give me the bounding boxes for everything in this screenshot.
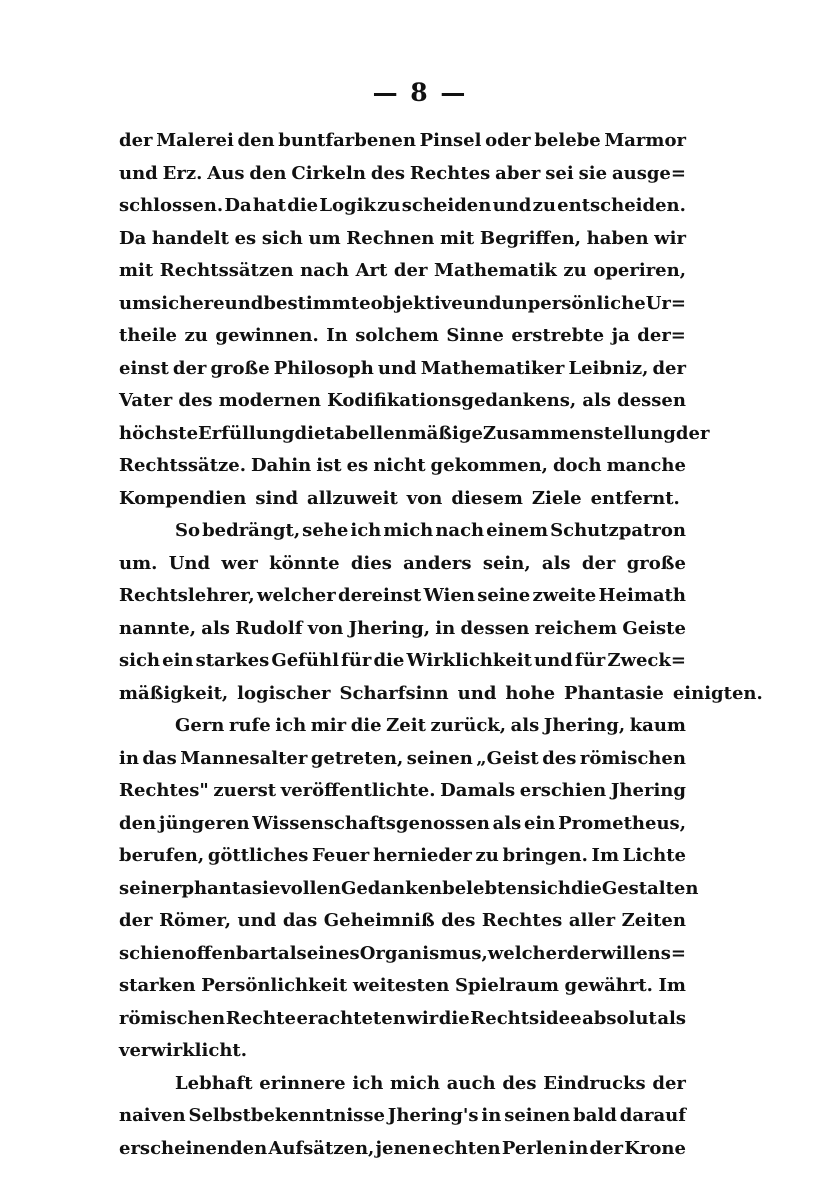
word: könnte <box>269 552 340 574</box>
word: als <box>201 617 230 639</box>
word: sei <box>545 162 574 184</box>
word: seinen <box>406 747 473 769</box>
text-line <box>119 808 686 841</box>
word: Im <box>658 975 686 996</box>
word: von <box>307 617 344 639</box>
word: die <box>373 650 405 671</box>
word: und <box>457 682 497 704</box>
word: sehe <box>302 520 349 541</box>
word: Lichte <box>622 845 686 866</box>
word: der <box>119 910 153 931</box>
word: Zeiten <box>621 910 686 931</box>
word: sind <box>255 487 299 509</box>
word: Gestalten <box>601 877 699 899</box>
word: Rechtes" <box>119 780 209 801</box>
word: Lebhaft <box>175 1072 253 1094</box>
word: mit <box>440 227 475 249</box>
word: bringen. <box>502 845 588 866</box>
word: mich <box>390 1072 440 1094</box>
text-line <box>119 125 686 158</box>
word: Da <box>224 195 252 216</box>
word: doch <box>552 455 602 476</box>
text-line <box>119 320 686 353</box>
word: berufen, <box>119 845 205 866</box>
text-line <box>119 678 763 711</box>
word: zu <box>184 325 208 346</box>
word: auch <box>446 1072 496 1094</box>
word: Jhering <box>610 780 686 801</box>
word: Marmor <box>604 130 686 151</box>
word: diesem <box>451 487 523 509</box>
word: starken <box>119 975 196 996</box>
word: den <box>237 130 275 151</box>
word: der <box>652 357 686 379</box>
word: Malerei <box>156 130 234 151</box>
word: erschien <box>519 780 607 801</box>
word: erscheinenden <box>119 1137 268 1159</box>
word: kaum <box>629 715 686 736</box>
text-line <box>119 223 686 256</box>
word: Jhering, <box>348 617 430 639</box>
word: gewinnen. <box>215 325 319 346</box>
word: oder <box>485 130 531 151</box>
word: die <box>294 422 326 444</box>
word: wir <box>654 227 686 249</box>
word: es <box>234 227 257 249</box>
word: das <box>142 747 177 769</box>
word: logischer <box>237 682 331 704</box>
word: zurück, <box>430 715 507 736</box>
word: Ziele <box>531 487 582 509</box>
word: phantasievollen <box>181 877 341 899</box>
word: hat <box>252 195 286 216</box>
text-line <box>119 580 686 613</box>
word: objektive <box>370 292 463 314</box>
word: Und <box>168 552 211 574</box>
word: und <box>492 195 532 216</box>
word: Zusammenstellung <box>482 422 676 444</box>
word: für <box>341 650 372 671</box>
word: Kompendien <box>119 487 247 509</box>
word: erachteten <box>296 1007 406 1029</box>
word: mich <box>383 520 434 541</box>
word: Rechnen <box>346 227 435 249</box>
word: handelt <box>151 227 229 249</box>
word: Begriffen, <box>479 227 582 249</box>
word: theile <box>119 325 177 346</box>
word: Wissenschaftsgenossen <box>252 812 490 834</box>
word: jüngeren <box>158 812 250 834</box>
word: erstrebte <box>511 325 605 346</box>
word: nannte, <box>119 617 196 639</box>
word: in <box>481 1105 502 1126</box>
word: um. <box>119 552 158 574</box>
word: einst <box>119 357 169 379</box>
word: schien <box>119 942 185 964</box>
word: römischen <box>579 747 686 769</box>
text-line <box>119 645 686 678</box>
text-line <box>119 775 686 808</box>
word: um <box>119 292 152 314</box>
word: Prometheus, <box>558 812 686 834</box>
word: anders <box>403 552 472 574</box>
word: dereinst <box>338 585 422 606</box>
word: als <box>492 812 522 834</box>
word: dessen <box>460 617 530 639</box>
word: dies <box>350 552 392 574</box>
word: Wien <box>423 585 475 606</box>
word: sein, <box>482 552 531 574</box>
word: Rechtsidee <box>470 1007 582 1029</box>
word: Phantasie <box>564 682 664 704</box>
word: ist <box>316 455 342 476</box>
word: „Geist <box>476 747 539 769</box>
word: ich <box>350 520 382 541</box>
word: das <box>282 910 318 931</box>
word: verwirklicht. <box>119 1040 247 1061</box>
word: höchste <box>119 422 199 444</box>
word: Eindrucks <box>543 1072 646 1094</box>
word: ich <box>352 1072 384 1094</box>
word: Rechtes <box>409 162 491 184</box>
word: als <box>510 715 540 736</box>
word: mir <box>310 715 347 736</box>
word: den <box>119 812 157 834</box>
word: hohe <box>505 682 556 704</box>
word: Spielraum <box>454 975 559 996</box>
word: nach <box>435 520 485 541</box>
word: bedrängt, <box>202 520 301 541</box>
text-line <box>119 288 686 321</box>
word: Logik <box>319 195 376 216</box>
word: der <box>589 1137 624 1159</box>
word: entscheiden. <box>557 195 686 216</box>
word: gekommen, <box>430 455 548 476</box>
text-line <box>119 613 686 646</box>
word: zweite <box>532 585 597 606</box>
word: aber <box>495 162 541 184</box>
word: für <box>574 650 606 671</box>
word: Rechtes <box>481 910 563 931</box>
text-line <box>119 840 686 873</box>
word: der= <box>637 325 686 346</box>
text-line <box>119 1133 686 1166</box>
word: Rechtslehrer, <box>119 585 255 606</box>
word: Pinsel <box>419 130 482 151</box>
word: römischen <box>119 1007 226 1029</box>
word: um <box>308 227 341 249</box>
word: Feuer <box>312 845 370 866</box>
word: Vater <box>119 390 173 411</box>
word: starkes <box>195 650 270 671</box>
word: rufe <box>228 715 271 736</box>
word: Römer, <box>159 910 231 931</box>
word: als <box>541 552 571 574</box>
word: Cirkeln <box>291 162 366 184</box>
word: modernen <box>218 390 321 411</box>
word: die <box>287 195 319 216</box>
word: haben <box>586 227 649 249</box>
word: Kodifikationsgedankens, <box>327 390 577 411</box>
text-line <box>119 190 686 223</box>
word: entfernt. <box>590 487 680 509</box>
word: tabellenmäßige <box>325 422 483 444</box>
word: einigten. <box>672 682 763 704</box>
word: Geiste <box>622 617 686 639</box>
word: Rechtssätze. <box>119 455 246 476</box>
text-line <box>119 938 686 971</box>
word: Ur= <box>645 292 686 314</box>
word: seiner <box>119 877 182 899</box>
word: Rechtssätzen <box>159 260 294 281</box>
word: ausge= <box>611 162 686 184</box>
word: große <box>210 357 270 379</box>
word: Heimath <box>598 585 686 606</box>
word: und <box>534 650 573 671</box>
text-line <box>119 905 686 938</box>
word: unpersönliche <box>501 292 646 314</box>
word: Gefühl <box>271 650 339 671</box>
word: zu <box>475 845 499 866</box>
word: wir <box>406 1007 439 1029</box>
word: absolut <box>582 1007 657 1029</box>
word: als <box>657 1007 686 1029</box>
word: echten <box>432 1137 501 1159</box>
text-line <box>119 483 686 516</box>
word: Im <box>591 845 620 866</box>
word: des <box>178 390 213 411</box>
word: und <box>119 162 158 184</box>
word: sich <box>119 650 161 671</box>
text-line <box>119 873 699 906</box>
text-line <box>119 385 686 418</box>
word: als <box>582 390 611 411</box>
word: Mathematiker <box>420 357 565 379</box>
word: des <box>370 162 405 184</box>
word: Jhering's <box>387 1105 479 1126</box>
text-line <box>119 1035 686 1068</box>
word: belebten <box>442 877 530 899</box>
word: des <box>441 910 476 931</box>
word: Perlen <box>501 1137 568 1159</box>
word: von <box>406 487 443 509</box>
word: nach <box>300 260 349 281</box>
text-line <box>119 743 686 776</box>
word: Zweck= <box>607 650 686 671</box>
word: es <box>346 455 369 476</box>
word: zu <box>563 260 587 281</box>
word: Art <box>355 260 388 281</box>
word: scheiden <box>401 195 492 216</box>
word: die <box>350 715 382 736</box>
word: So <box>175 520 201 541</box>
word: und <box>462 292 502 314</box>
word: sich <box>529 877 571 899</box>
text-line <box>119 970 686 1003</box>
word: Selbstbekenntnisse <box>188 1105 385 1126</box>
word: Aufsätzen, <box>268 1137 375 1159</box>
word: Jhering, <box>543 715 626 736</box>
word: schlossen. <box>119 195 224 216</box>
word: bestimmte <box>263 292 371 314</box>
word: welcher <box>256 585 336 606</box>
word: In <box>326 325 348 346</box>
word: jenen <box>375 1137 432 1159</box>
word: der <box>675 422 710 444</box>
word: Gedanken <box>340 877 443 899</box>
word: ja <box>611 325 630 346</box>
word: Scharfsinn <box>339 682 449 704</box>
word: zu <box>377 195 401 216</box>
text-line <box>119 158 686 191</box>
text-line <box>119 515 686 548</box>
text-line <box>119 548 686 581</box>
word: des <box>502 1072 537 1094</box>
word: veröffentlichte. <box>280 780 436 801</box>
text-line <box>119 418 710 451</box>
word: sich <box>261 227 303 249</box>
text-line <box>119 710 686 743</box>
word: ich <box>275 715 307 736</box>
word: eines <box>306 942 360 964</box>
word: Erfüllung <box>198 422 295 444</box>
word: als <box>278 942 307 964</box>
word: Organismus, <box>359 942 488 964</box>
text-line <box>119 1068 686 1101</box>
word: und <box>237 910 277 931</box>
word: willens= <box>600 942 686 964</box>
word: Rechte <box>225 1007 296 1029</box>
word: darauf <box>619 1105 686 1126</box>
word: ein <box>523 812 556 834</box>
word: manche <box>606 455 686 476</box>
word: den <box>249 162 287 184</box>
word: gewährt. <box>564 975 653 996</box>
word: sichere <box>151 292 225 314</box>
word: Persönlichkeit <box>201 975 348 996</box>
word: wer <box>221 552 258 574</box>
word: der <box>566 942 601 964</box>
word: der <box>172 357 207 379</box>
text-line <box>119 255 686 288</box>
word: getreten, <box>310 747 404 769</box>
word: Wirklichkeit <box>406 650 532 671</box>
word: der <box>393 260 428 281</box>
word: ein <box>162 650 194 671</box>
body-text <box>119 125 763 1165</box>
word: Schutzpatron <box>550 520 686 541</box>
word: Da <box>119 227 147 249</box>
word: in <box>119 747 139 769</box>
word: sie <box>578 162 608 184</box>
text-line <box>119 1100 686 1133</box>
word: dessen <box>617 390 686 411</box>
word: hernieder <box>372 845 472 866</box>
word: der <box>652 1072 686 1094</box>
word: des <box>542 747 577 769</box>
word: große <box>626 552 686 574</box>
word: die <box>570 877 602 899</box>
word: Gern <box>175 715 225 736</box>
word: die <box>438 1007 470 1029</box>
word: Erz. <box>162 162 203 184</box>
word: Aus <box>207 162 245 184</box>
word: Dahin <box>250 455 312 476</box>
word: Leibniz, <box>568 357 649 379</box>
word: erinnere <box>259 1072 346 1094</box>
word: Rudolf <box>235 617 303 639</box>
word: Geheimniß <box>323 910 435 931</box>
word: und <box>224 292 264 314</box>
word: Philosoph <box>273 357 374 379</box>
word: Sinne <box>446 325 504 346</box>
word: bald <box>573 1105 617 1126</box>
word: Krone <box>624 1137 686 1159</box>
word: solchem <box>355 325 439 346</box>
word: welcher <box>487 942 567 964</box>
word: reichem <box>534 617 618 639</box>
word: naiven <box>119 1105 186 1126</box>
word: der <box>581 552 616 574</box>
word: mit <box>119 260 154 281</box>
word: buntfarbenen <box>278 130 416 151</box>
word: zu <box>532 195 556 216</box>
text-line <box>119 1003 686 1036</box>
word: und <box>377 357 417 379</box>
word: seinen <box>504 1105 571 1126</box>
word: mäßigkeit, <box>119 682 229 704</box>
word: einem <box>486 520 549 541</box>
word: göttliches <box>207 845 309 866</box>
word: in <box>435 617 456 639</box>
word: operiren, <box>593 260 686 281</box>
word: Mathematik <box>434 260 557 281</box>
word: belebe <box>534 130 601 151</box>
word: der <box>119 130 153 151</box>
word: in <box>568 1137 589 1159</box>
word: zuerst <box>213 780 277 801</box>
page-number: — 8 — <box>372 78 468 107</box>
word: allzuweit <box>307 487 398 509</box>
word: Mannesalter <box>180 747 308 769</box>
word: offenbart <box>184 942 278 964</box>
text-line <box>119 450 686 483</box>
word: seine <box>477 585 531 606</box>
word: Damals <box>440 780 516 801</box>
text-line <box>119 353 686 386</box>
word: aller <box>568 910 616 931</box>
word: Zeit <box>386 715 426 736</box>
word: weitesten <box>352 975 450 996</box>
word: nicht <box>373 455 426 476</box>
